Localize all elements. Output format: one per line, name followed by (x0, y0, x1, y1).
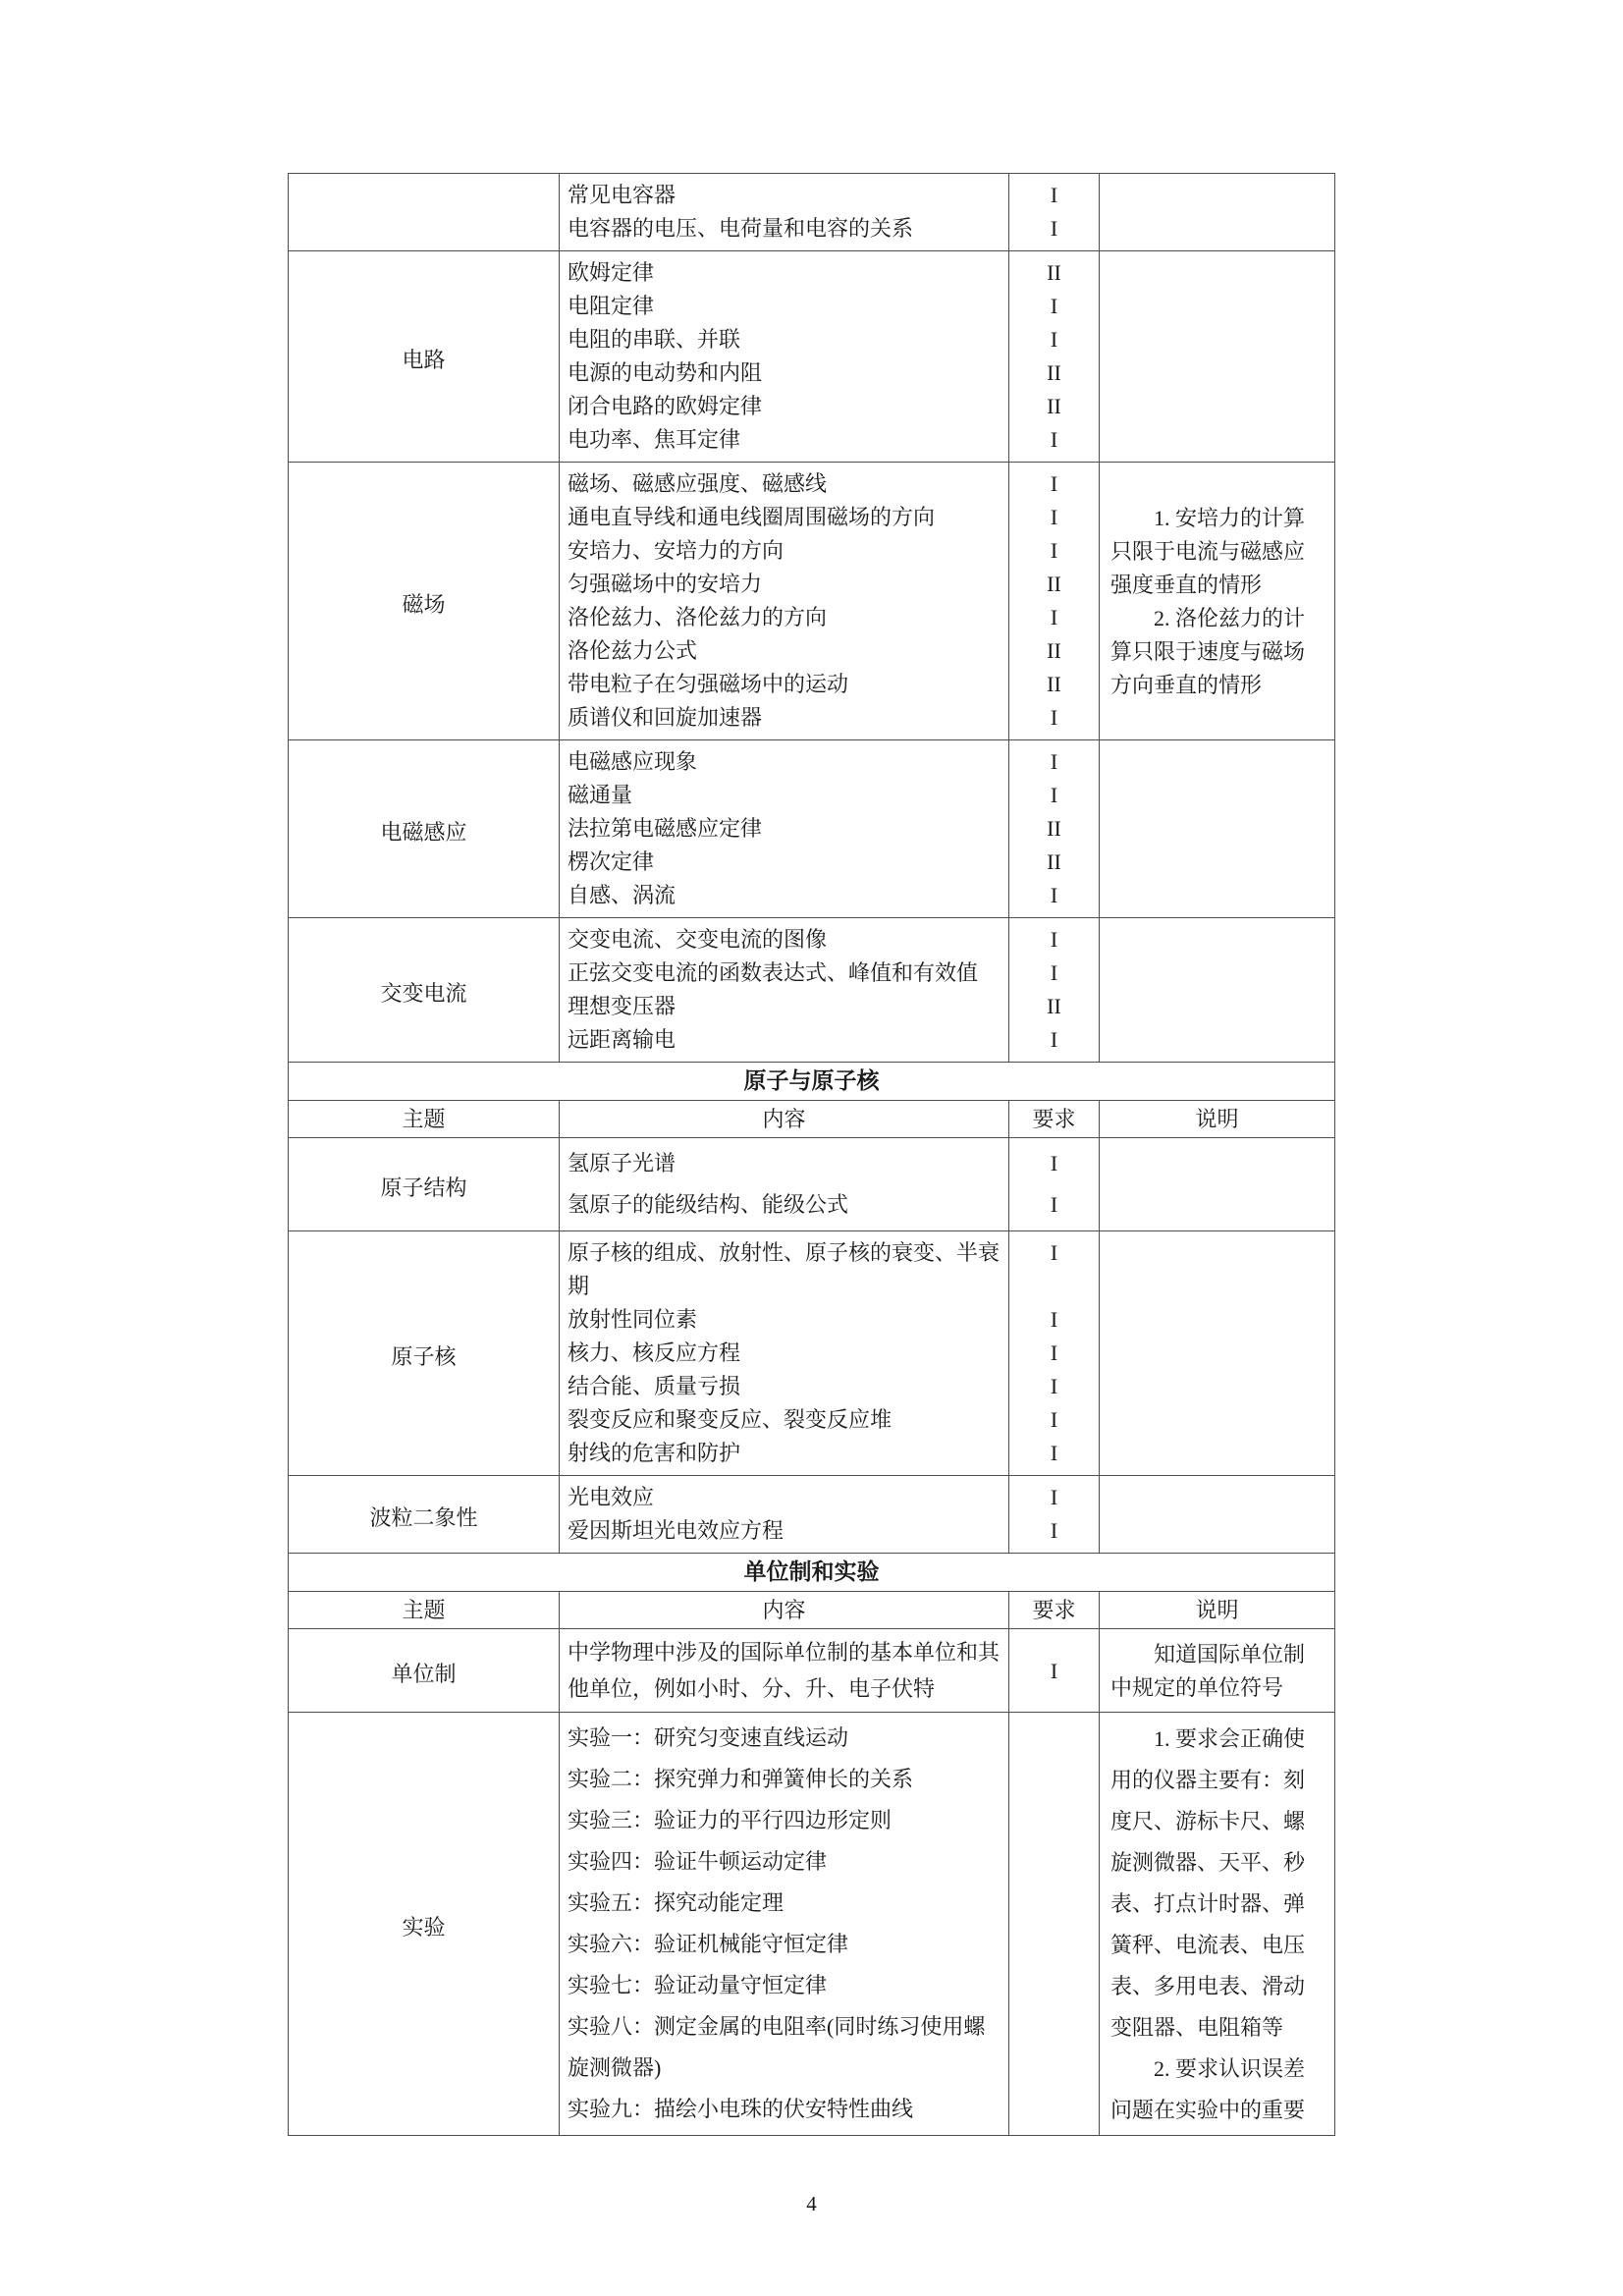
notes-cell (1100, 1476, 1335, 1554)
note-paragraph: 1. 安培力的计算只限于电流与磁感应强度垂直的情形 (1110, 505, 1306, 597)
requirement-cell: I (1009, 1138, 1100, 1185)
column-header-requirement: 要求 (1009, 1592, 1100, 1629)
content-item: 欧姆定律 (560, 251, 1009, 291)
content-item: 带电粒子在匀强磁场中的运动 (560, 668, 1009, 701)
requirement-cell: II (1009, 668, 1100, 701)
requirement-cell: I (1009, 501, 1100, 534)
content-item: 通电直导线和通电线圈周围磁场的方向 (560, 501, 1009, 534)
content-item: 洛伦兹力、洛伦兹力的方向 (560, 601, 1009, 634)
requirement-cell (1009, 1924, 1100, 1965)
topic-cell: 电路 (289, 251, 560, 463)
requirement-cell: II (1009, 846, 1100, 879)
content-item: 理想变压器 (560, 990, 1009, 1023)
requirement-cell: I (1009, 957, 1100, 990)
content-item: 放射性同位素 (560, 1303, 1009, 1337)
content-item: 核力、核反应方程 (560, 1337, 1009, 1370)
requirement-cell: I (1009, 1437, 1100, 1476)
topic-cell: 原子核 (289, 1231, 560, 1476)
content-item: 洛伦兹力公式 (560, 634, 1009, 668)
requirement-cell: II (1009, 568, 1100, 601)
requirement-cell: I (1009, 290, 1100, 323)
requirement-cell (1009, 1713, 1100, 1760)
content-item: 结合能、质量亏损 (560, 1370, 1009, 1403)
table-row (289, 1138, 1335, 1185)
requirement-cell: II (1009, 812, 1100, 846)
requirement-cell: I (1009, 1231, 1100, 1304)
table-row (289, 740, 1335, 780)
requirement-cell: I (1009, 423, 1100, 463)
content-item: 交变电流、交变电流的图像 (560, 918, 1009, 957)
topic-cell: 单位制 (289, 1629, 560, 1713)
content-item: 常见电容器 (560, 174, 1009, 213)
topic-cell: 波粒二象性 (289, 1476, 560, 1554)
content-item: 电磁感应现象 (560, 740, 1009, 780)
content-item: 质谱仪和回旋加速器 (560, 701, 1009, 740)
content-item: 爱因斯坦光电效应方程 (560, 1514, 1009, 1554)
requirement-cell: I (1009, 1476, 1100, 1515)
table-row (289, 1629, 1335, 1713)
requirement-cell: I (1009, 1303, 1100, 1337)
syllabus-table (288, 173, 1335, 2136)
note-paragraph: 2. 洛伦兹力的计算只限于速度与磁场方向垂直的情形 (1110, 605, 1306, 697)
notes-cell (1100, 1713, 1335, 2136)
content-item: 正弦交变电流的函数表达式、峰值和有效值 (560, 957, 1009, 990)
content-item: 射线的危害和防护 (560, 1437, 1009, 1476)
column-header-topic: 主题 (289, 1592, 560, 1629)
content-item: 自感、涡流 (560, 879, 1009, 918)
content-item: 实验六：验证机械能守恒定律 (560, 1924, 1009, 1965)
table-row (289, 918, 1335, 957)
section-title: 单位制和实验 (289, 1554, 1335, 1592)
content-item: 实验五：探究动能定理 (560, 1883, 1009, 1924)
topic-cell: 电磁感应 (289, 740, 560, 918)
content-item: 实验八：测定金属的电阻率(同时练习使用螺旋测微器) (560, 2006, 1009, 2089)
content-item: 楞次定律 (560, 846, 1009, 879)
requirement-cell: I (1009, 1370, 1100, 1403)
table-row (289, 1476, 1335, 1515)
requirement-cell (1009, 2089, 1100, 2136)
notes-cell (1100, 740, 1335, 918)
requirement-cell: I (1009, 1403, 1100, 1437)
requirement-cell (1009, 1883, 1100, 1924)
notes-cell (1100, 1138, 1335, 1231)
requirement-cell: I (1009, 323, 1100, 356)
content-item: 中学物理中涉及的国际单位制的基本单位和其他单位，例如小时、分、升、电子伏特 (560, 1629, 1009, 1713)
topic-cell: 磁场 (289, 463, 560, 740)
requirement-cell: II (1009, 390, 1100, 423)
requirement-cell: I (1009, 463, 1100, 502)
topic-cell (289, 174, 560, 251)
note-paragraph: 1. 要求会正确使用的仪器主要有：刻度尺、游标卡尺、螺旋测微器、天平、秒表、打点计时器、弹簧秤、电流表、电压表、多用电表、滑动变阻器、电阻箱等 (1110, 1725, 1306, 2040)
note-paragraph: 2. 要求认识误差问题在实验中的重要 (1110, 2055, 1306, 2122)
requirement-cell (1009, 1965, 1100, 2006)
note-paragraph: 知道国际单位制中规定的单位符号 (1110, 1641, 1306, 1700)
column-header-notes: 说明 (1100, 1101, 1335, 1138)
content-item: 实验三：验证力的平行四边形定则 (560, 1800, 1009, 1841)
content-item: 实验一：研究匀变速直线运动 (560, 1713, 1009, 1760)
table-row (289, 463, 1335, 502)
content-item: 氢原子的能级结构、能级公式 (560, 1184, 1009, 1231)
requirement-cell: I (1009, 918, 1100, 957)
column-header-content: 内容 (560, 1101, 1009, 1138)
notes-cell (1100, 1231, 1335, 1476)
requirement-cell: II (1009, 990, 1100, 1023)
table-row (289, 251, 1335, 291)
content-item: 光电效应 (560, 1476, 1009, 1515)
content-item: 电功率、焦耳定律 (560, 423, 1009, 463)
requirement-cell: I (1009, 601, 1100, 634)
requirement-cell: I (1009, 174, 1100, 213)
section-title: 原子与原子核 (289, 1063, 1335, 1101)
topic-cell: 原子结构 (289, 1138, 560, 1231)
requirement-cell: I (1009, 1337, 1100, 1370)
requirement-cell: I (1009, 779, 1100, 812)
requirement-cell: I (1009, 701, 1100, 740)
page-number: 4 (806, 2192, 817, 2215)
content-item: 原子核的组成、放射性、原子核的衰变、半衰期 (560, 1231, 1009, 1304)
requirement-cell: I (1009, 879, 1100, 918)
content-item: 磁场、磁感应强度、磁感线 (560, 463, 1009, 502)
content-item: 电阻定律 (560, 290, 1009, 323)
requirement-cell (1009, 1759, 1100, 1800)
notes-cell (1100, 918, 1335, 1063)
table-row (289, 1231, 1335, 1304)
notes-cell (1100, 251, 1335, 463)
requirement-cell: I (1009, 1023, 1100, 1063)
content-item: 氢原子光谱 (560, 1138, 1009, 1185)
content-item: 电阻的串联、并联 (560, 323, 1009, 356)
column-header-topic: 主题 (289, 1101, 560, 1138)
topic-cell: 实验 (289, 1713, 560, 2136)
content-item: 实验九：描绘小电珠的伏安特性曲线 (560, 2089, 1009, 2136)
table-row (289, 174, 1335, 213)
requirement-cell (1009, 2006, 1100, 2089)
notes-cell (1100, 463, 1335, 740)
notes-cell (1100, 1629, 1335, 1713)
requirement-cell: II (1009, 251, 1100, 291)
content-item: 闭合电路的欧姆定律 (560, 390, 1009, 423)
content-item: 远距离输电 (560, 1023, 1009, 1063)
content-item: 电源的电动势和内阻 (560, 356, 1009, 390)
content-item: 实验四：验证牛顿运动定律 (560, 1841, 1009, 1883)
requirement-cell: I (1009, 534, 1100, 568)
content-item: 电容器的电压、电荷量和电容的关系 (560, 212, 1009, 251)
content-item: 安培力、安培力的方向 (560, 534, 1009, 568)
requirement-cell: I (1009, 1514, 1100, 1554)
requirement-cell: II (1009, 634, 1100, 668)
requirement-cell: I (1009, 1629, 1100, 1713)
requirement-cell: I (1009, 740, 1100, 780)
content-item: 磁通量 (560, 779, 1009, 812)
topic-cell: 交变电流 (289, 918, 560, 1063)
content-item: 法拉第电磁感应定律 (560, 812, 1009, 846)
requirement-cell: I (1009, 212, 1100, 251)
requirement-cell: II (1009, 356, 1100, 390)
requirement-cell (1009, 1800, 1100, 1841)
content-item: 实验七：验证动量守恒定律 (560, 1965, 1009, 2006)
column-header-requirement: 要求 (1009, 1101, 1100, 1138)
table-row (289, 1713, 1335, 1760)
content-item: 裂变反应和聚变反应、裂变反应堆 (560, 1403, 1009, 1437)
requirement-cell: I (1009, 1184, 1100, 1231)
requirement-cell (1009, 1841, 1100, 1883)
content-item: 匀强磁场中的安培力 (560, 568, 1009, 601)
column-header-notes: 说明 (1100, 1592, 1335, 1629)
notes-cell (1100, 174, 1335, 251)
content-item: 实验二：探究弹力和弹簧伸长的关系 (560, 1759, 1009, 1800)
column-header-content: 内容 (560, 1592, 1009, 1629)
